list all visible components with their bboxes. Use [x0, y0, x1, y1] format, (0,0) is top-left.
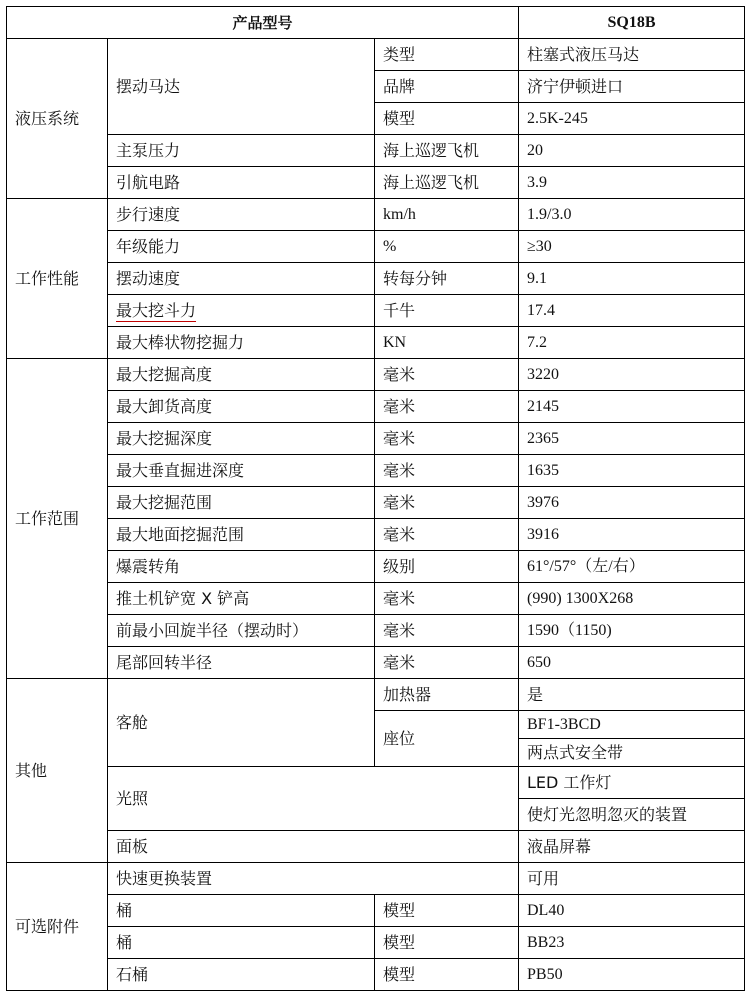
- lighting-label: 光照: [108, 767, 519, 831]
- quick-coupler-value: 可用: [519, 863, 745, 895]
- perf-name: 最大棒状物挖掘力: [108, 327, 375, 359]
- swing-motor-model-value: 2.5K-245: [519, 103, 745, 135]
- swing-motor-brand-label: 品牌: [375, 71, 519, 103]
- table-row: [7, 551, 745, 583]
- range-name: 尾部回转半径: [108, 647, 375, 679]
- range-unit: 毫米: [375, 359, 519, 391]
- range-name: 最大挖掘高度: [108, 359, 375, 391]
- perf-unit: 转每分钟: [375, 263, 519, 295]
- header-product-model: 产品型号: [7, 7, 519, 39]
- table-row: [7, 199, 745, 231]
- pilot-circuit-value: 3.9: [519, 167, 745, 199]
- option-value: BB23: [519, 927, 745, 959]
- range-unit: 毫米: [375, 583, 519, 615]
- table-row: [7, 455, 745, 487]
- swing-motor-type-value: 柱塞式液压马达: [519, 39, 745, 71]
- range-name: 推土机铲宽 X 铲高: [108, 583, 375, 615]
- seat-value-model: BF1-3BCD: [519, 711, 745, 739]
- lighting-value-flasher: 使灯光忽明忽灭的装置: [519, 799, 745, 831]
- range-value: 3220: [519, 359, 745, 391]
- perf-value: 17.4: [519, 295, 745, 327]
- heater-label: 加热器: [375, 679, 519, 711]
- table-row: [7, 231, 745, 263]
- range-unit: 毫米: [375, 423, 519, 455]
- range-value: 3976: [519, 487, 745, 519]
- range-unit: 级别: [375, 551, 519, 583]
- perf-name: 摆动速度: [108, 263, 375, 295]
- perf-name: 年级能力: [108, 231, 375, 263]
- heater-value: 是: [519, 679, 745, 711]
- swing-motor-type-label: 类型: [375, 39, 519, 71]
- perf-unit: KN: [375, 327, 519, 359]
- table-row: [7, 167, 745, 199]
- range-unit: 毫米: [375, 487, 519, 519]
- group-other: 其他: [7, 679, 108, 863]
- perf-name: 步行速度: [108, 199, 375, 231]
- perf-value: 7.2: [519, 327, 745, 359]
- range-name: 爆震转角: [108, 551, 375, 583]
- pilot-circuit-label: 引航电路: [108, 167, 375, 199]
- main-pump-label: 主泵压力: [108, 135, 375, 167]
- table-row: [7, 391, 745, 423]
- cabin-label: 客舱: [108, 679, 375, 767]
- main-pump-value: 20: [519, 135, 745, 167]
- range-unit: 毫米: [375, 519, 519, 551]
- table-row: [7, 327, 745, 359]
- table-header-row: [7, 7, 745, 39]
- option-unit: 模型: [375, 959, 519, 991]
- table-row: [7, 927, 745, 959]
- perf-name: [108, 295, 375, 327]
- panel-label: 面板: [108, 831, 519, 863]
- range-value: 2145: [519, 391, 745, 423]
- lighting-value-led: LED 工作灯: [519, 767, 745, 799]
- range-unit: 毫米: [375, 615, 519, 647]
- header-model-code: SQ18B: [519, 7, 745, 39]
- option-unit: 模型: [375, 927, 519, 959]
- range-name: 最大卸货高度: [108, 391, 375, 423]
- range-value: 2365: [519, 423, 745, 455]
- range-unit: 毫米: [375, 455, 519, 487]
- table-row: [7, 615, 745, 647]
- table-row: [7, 295, 745, 327]
- max-bucket-force-label: 最大挖斗力: [116, 300, 197, 320]
- table-row: [7, 647, 745, 679]
- option-value: PB50: [519, 959, 745, 991]
- option-name: 石桶: [108, 959, 375, 991]
- seat-value-belt: 两点式安全带: [519, 739, 745, 767]
- group-options: 可选附件: [7, 863, 108, 991]
- table-row: [7, 359, 745, 391]
- table-row: [7, 487, 745, 519]
- perf-unit: 千牛: [375, 295, 519, 327]
- range-value: 1635: [519, 455, 745, 487]
- table-row: [7, 767, 745, 799]
- option-value: DL40: [519, 895, 745, 927]
- spec-table: [6, 6, 745, 991]
- group-working-range: 工作范围: [7, 359, 108, 679]
- range-name: 最大挖掘范围: [108, 487, 375, 519]
- perf-unit: %: [375, 231, 519, 263]
- table-row: [7, 423, 745, 455]
- spec-table-wrapper: [6, 6, 745, 991]
- table-row: [7, 679, 745, 711]
- table-row: [7, 263, 745, 295]
- table-row: [7, 959, 745, 991]
- table-row: [7, 863, 745, 895]
- range-value: 3916: [519, 519, 745, 551]
- quick-coupler-label: 快速更换装置: [108, 863, 519, 895]
- perf-value: ≥30: [519, 231, 745, 263]
- option-unit: 模型: [375, 895, 519, 927]
- swing-motor-model-label: 模型: [375, 103, 519, 135]
- option-name: 桶: [108, 895, 375, 927]
- range-name: 最大地面挖掘范围: [108, 519, 375, 551]
- seat-label: 座位: [375, 711, 519, 767]
- swing-motor-brand-value: 济宁伊顿进口: [519, 71, 745, 103]
- range-value: 61°/57°（左/右）: [519, 551, 745, 583]
- range-name: 最大垂直掘进深度: [108, 455, 375, 487]
- panel-value: 液晶屏幕: [519, 831, 745, 863]
- swing-motor-label: 摆动马达: [108, 39, 375, 135]
- range-value: (990) 1300X268: [519, 583, 745, 615]
- range-value: 1590（1150): [519, 615, 745, 647]
- table-row: [7, 895, 745, 927]
- table-row: [7, 135, 745, 167]
- group-hydraulic: 液压系统: [7, 39, 108, 199]
- perf-value: 9.1: [519, 263, 745, 295]
- range-value: 650: [519, 647, 745, 679]
- table-row: [7, 831, 745, 863]
- main-pump-unit: 海上巡逻飞机: [375, 135, 519, 167]
- range-name: 最大挖掘深度: [108, 423, 375, 455]
- table-row: [7, 519, 745, 551]
- table-row: [7, 583, 745, 615]
- range-unit: 毫米: [375, 647, 519, 679]
- perf-value: 1.9/3.0: [519, 199, 745, 231]
- option-name: 桶: [108, 927, 375, 959]
- pilot-circuit-unit: 海上巡逻飞机: [375, 167, 519, 199]
- range-name: 前最小回旋半径（摆动时）: [108, 615, 375, 647]
- range-unit: 毫米: [375, 391, 519, 423]
- table-row: [7, 39, 745, 71]
- group-performance: 工作性能: [7, 199, 108, 359]
- perf-unit: km/h: [375, 199, 519, 231]
